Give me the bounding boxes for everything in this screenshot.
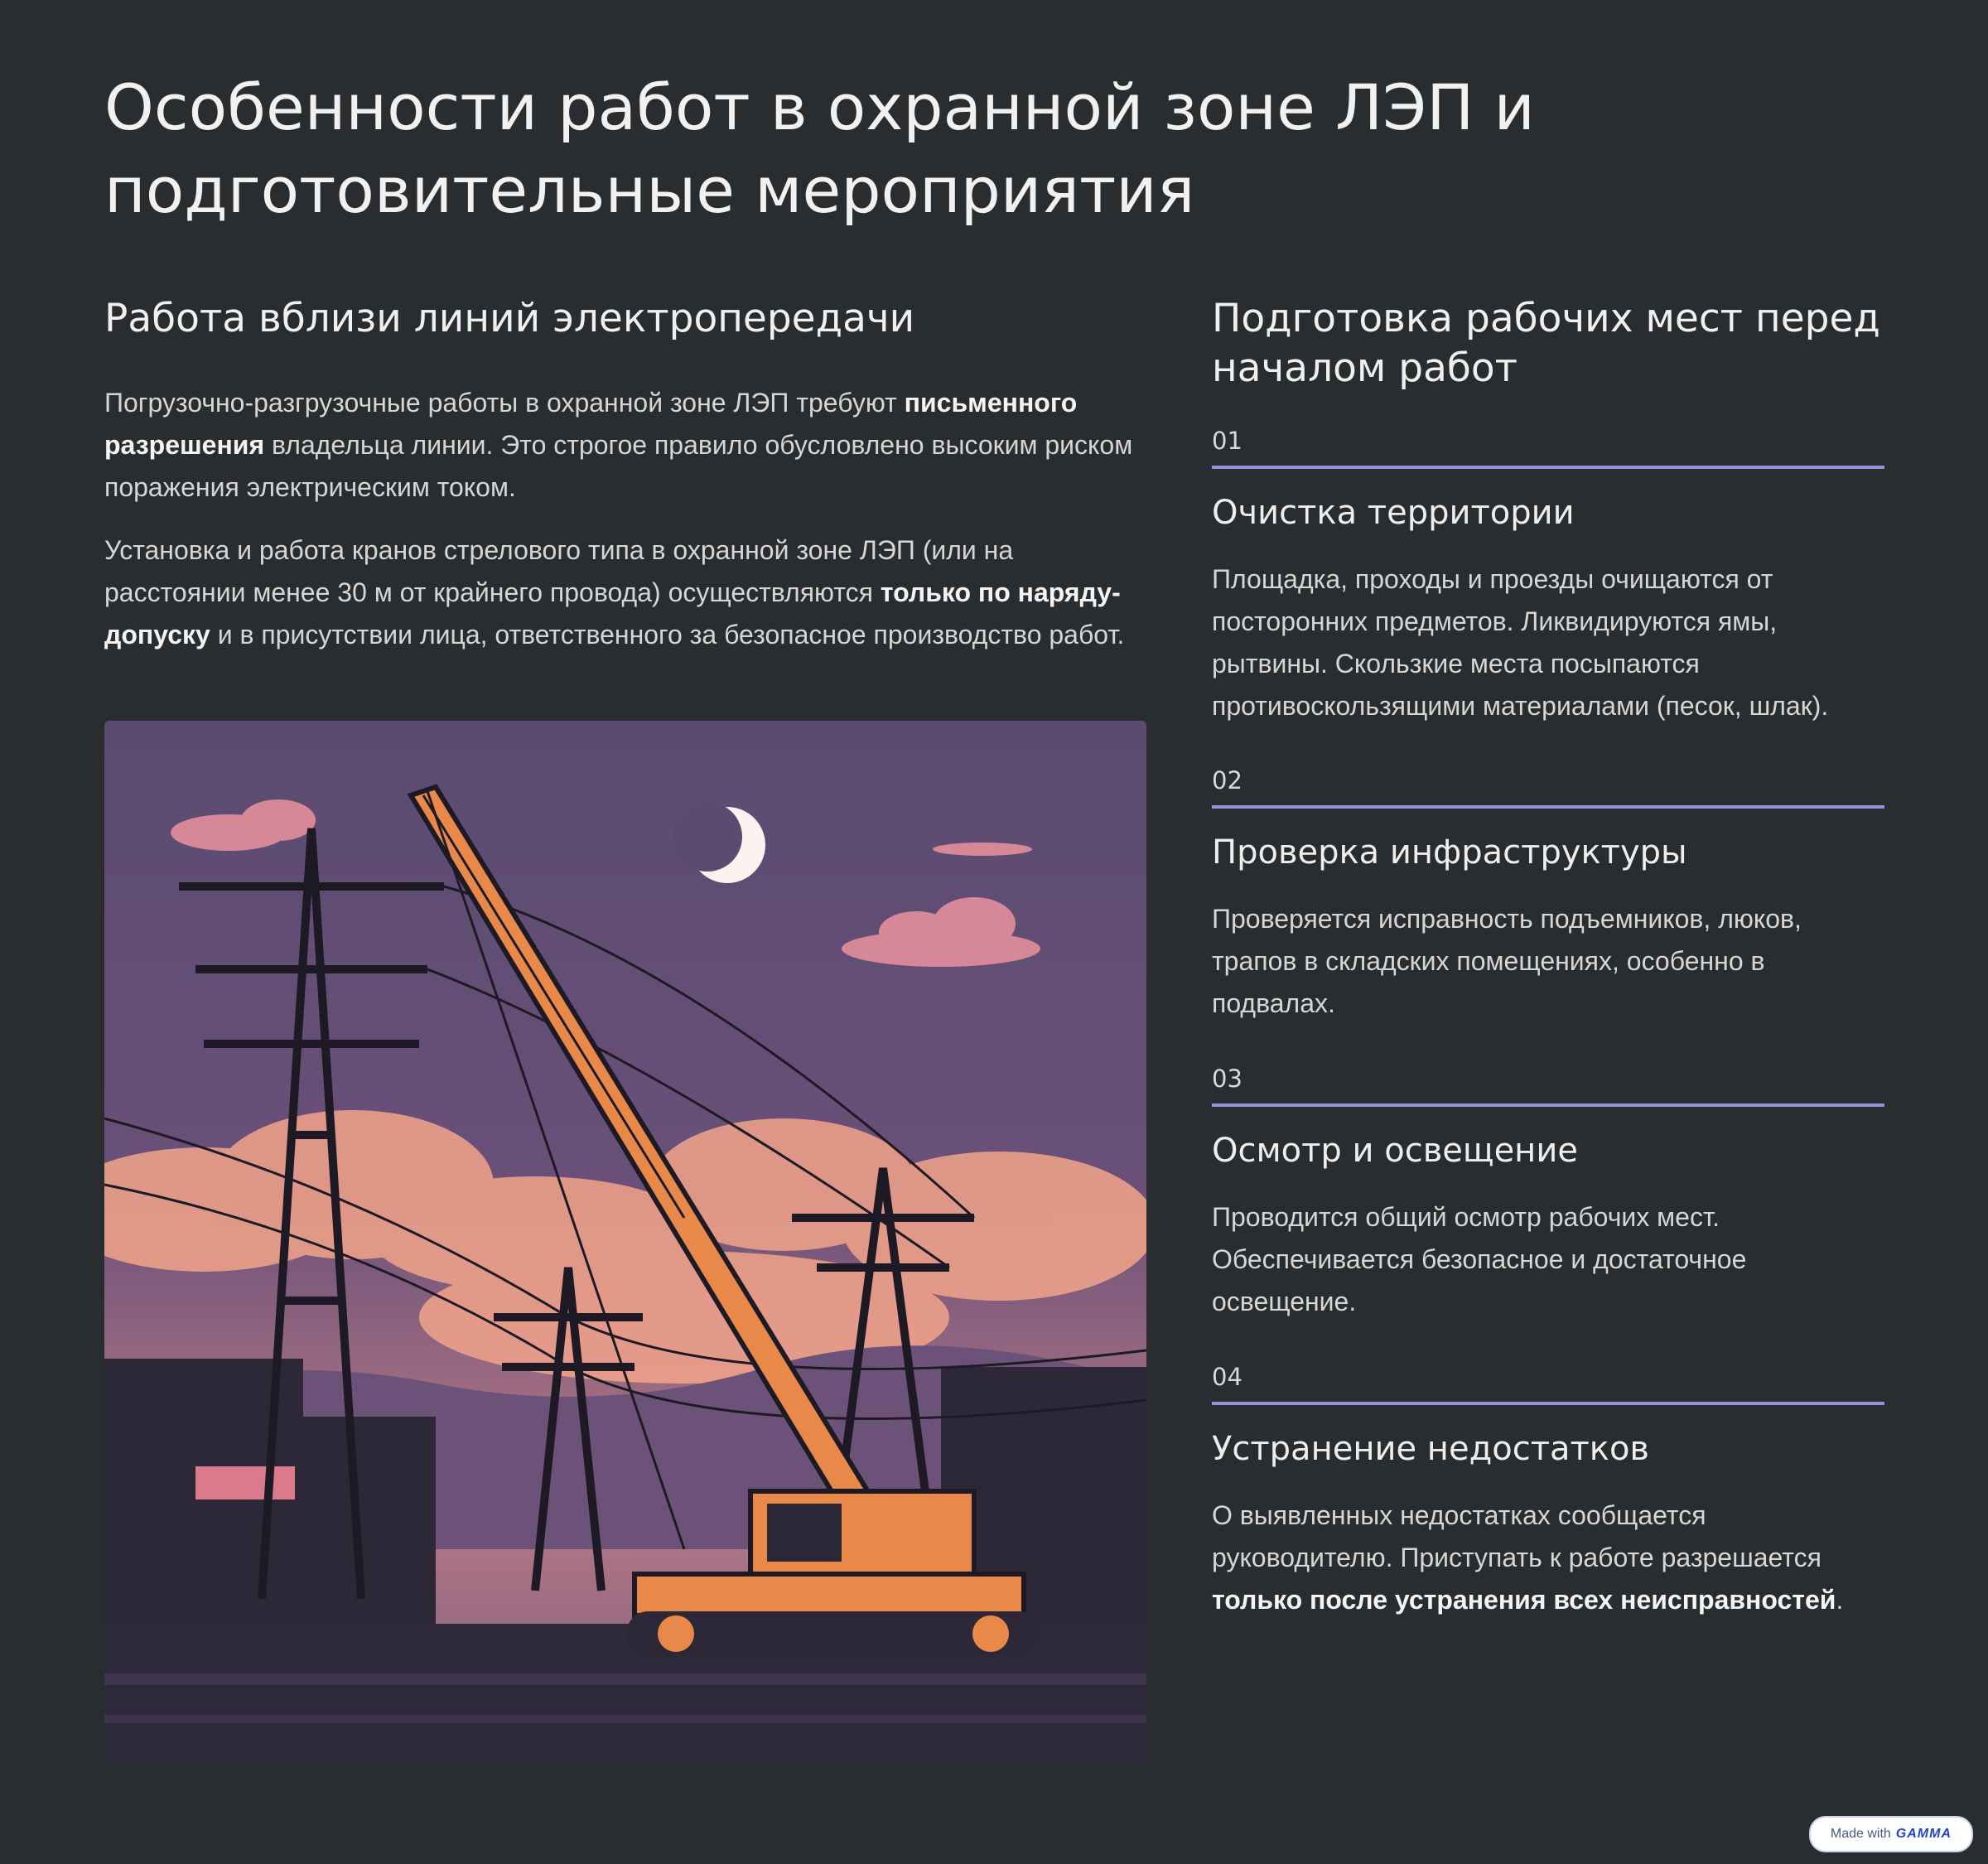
step-text [1212,1495,1884,1621]
badge-prefix: Made with [1830,1827,1891,1841]
text-fragment: владельца линии. Это строгое правило обусловлено высоким риском поражения электрическим током. [104,430,1133,502]
step-number: 04 [1212,1363,1242,1391]
step-divider [1212,466,1884,469]
step-1 [1212,424,1884,727]
gamma-logo: GAMMA [1895,1827,1952,1841]
step-title: Очистка территории [1212,494,1575,532]
step-divider [1212,1103,1884,1107]
step-title: Проверка инфраструктуры [1212,833,1687,872]
left-heading: Работа вблизи линий электропередачи [104,296,915,341]
step-divider [1212,805,1884,809]
text-fragment: Установка и работа кранов стрелового типа в охранной зоне ЛЭП (или на расстоянии менее 30 м от крайнего провода) осуществляются [104,535,1014,607]
step-number: 01 [1212,427,1242,455]
text-fragment: О выявленных недостатках сообщается руководителю. Приступать к работе разрешается [1212,1500,1822,1572]
emphasis-text: только после устранения всех неисправностей [1212,1585,1836,1615]
right-column [1212,294,1884,394]
step-2 [1212,764,1884,1025]
left-column [104,294,1148,656]
step-title: Устранение недостатков [1212,1430,1650,1468]
lit-window [195,1466,295,1499]
crane-power-lines-illustration [104,721,1146,1763]
page-title: Особенности работ в охранной зоне ЛЭП и подготовительные мероприятия [104,70,1535,227]
step-divider [1212,1402,1884,1405]
made-with-gamma-badge[interactable] [1809,1816,1973,1852]
intro-paragraph-1 [104,382,1148,509]
emphasis-text: письменного разрешения [104,388,1078,460]
step-text: Проводится общий осмотр рабочих мест. Обеспечивается безопасное и достаточное освещение. [1212,1202,1747,1316]
step-4 [1212,1360,1884,1621]
step-text: Площадка, проходы и проезды очищаются от посторонних предметов. Ликвидируются ямы, рытвины. Скользкие места посыпаются противоскользящими материалами (песок, шлак). [1212,564,1829,721]
step-number: 03 [1212,1065,1242,1093]
text-fragment: Погрузочно-разгрузочные работы в охранной зоне ЛЭП требуют [104,388,905,418]
step-number: 02 [1212,766,1242,794]
step-3 [1212,1062,1884,1323]
text-fragment: и в присутствии лица, ответственного за безопасное производство работ. [210,620,1125,650]
illustration-svg [104,721,1146,1763]
intro-paragraph-2 [104,529,1148,656]
step-title: Осмотр и освещение [1212,1132,1578,1170]
emphasis-text: только по наряду-допуску [104,577,1121,650]
text-fragment: . [1836,1585,1844,1615]
step-text: Проверяется исправность подъемников, люков, трапов в складских помещениях, особенно в подвалах. [1212,904,1802,1018]
right-heading: Подготовка рабочих мест перед началом работ [1212,296,1880,391]
